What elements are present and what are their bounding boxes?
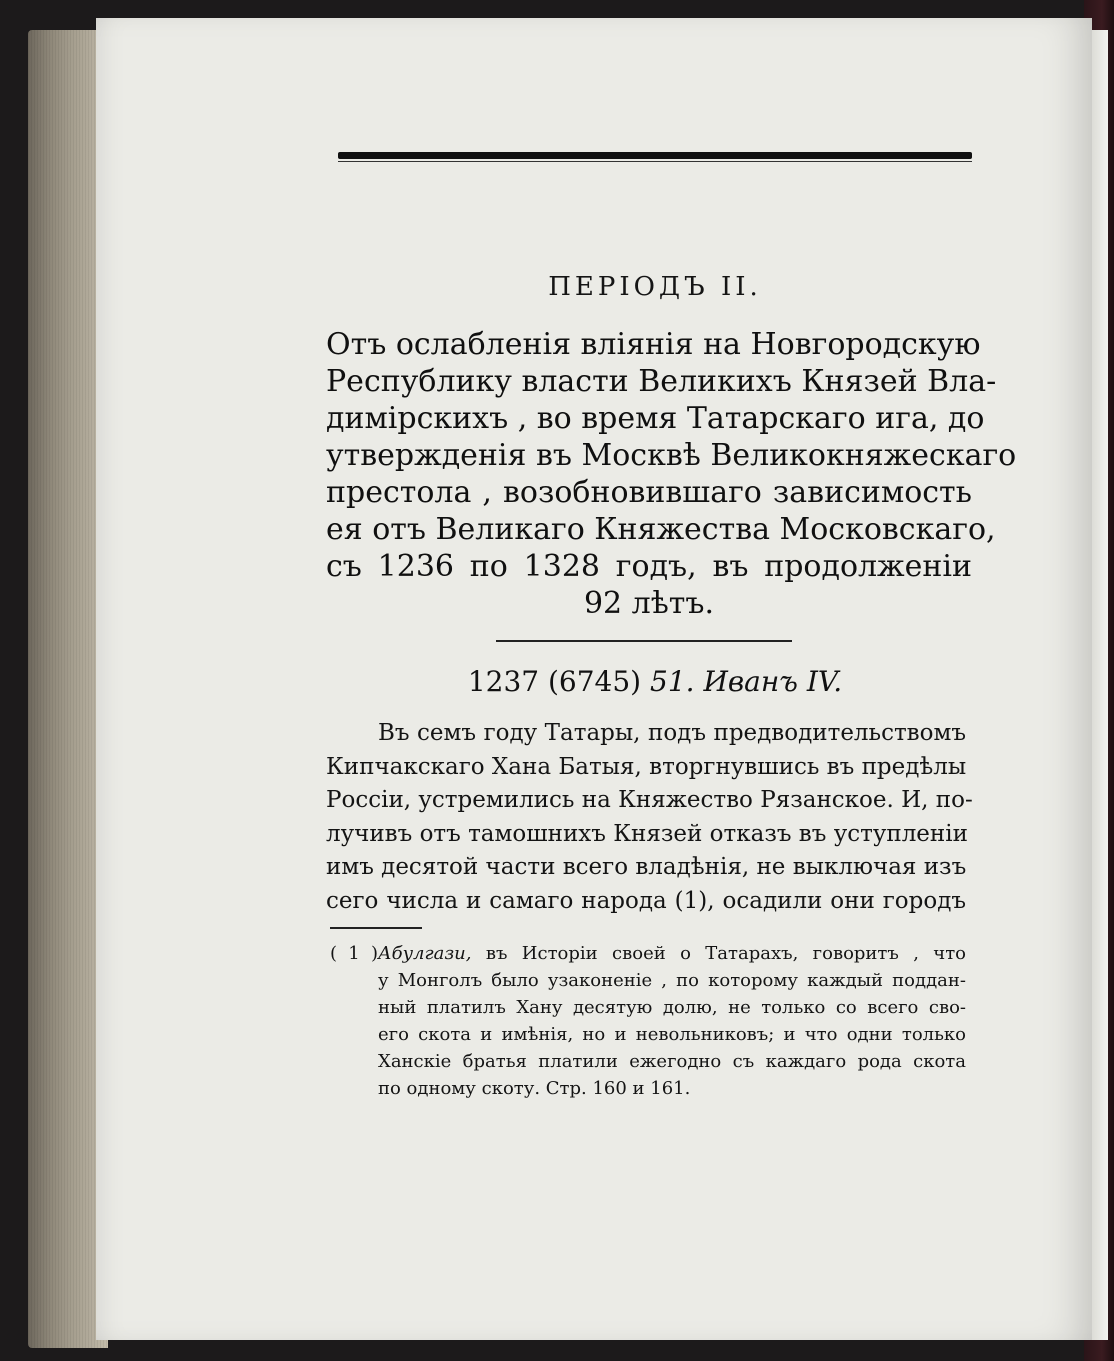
header-rule — [338, 152, 972, 159]
body-line: сего числа и самаго народа (1), осадили они городъ — [326, 887, 966, 914]
body-paragraph — [326, 717, 973, 918]
footnote-line: у Монголъ было узаконеніе , по которому каждый поддан- — [378, 970, 966, 991]
heading-line: съ 1236 по 1328 годъ, въ продолженіи — [326, 549, 972, 584]
period-title: ПЕРІОДЪ II. — [548, 272, 762, 302]
body-line: Россіи, устремились на Княжество Рязанское. И, по- — [326, 787, 973, 813]
heading-line: ея отъ Великаго Княжества Московскаго, — [326, 512, 996, 547]
heading-line: 92 лѣтъ. — [583, 586, 715, 621]
footnote-line: ный платилъ Хану десятую долю, не только со всего сво- — [378, 997, 966, 1018]
chapter-heading — [326, 326, 1017, 622]
footnote-marker: ( 1 ) — [330, 943, 378, 964]
footnote-line: Ханскіе братья платили ежегодно съ каждаго рода скота — [378, 1051, 966, 1072]
body-line: имъ десятой части всего владѣнія, не выключая изъ — [326, 854, 967, 880]
heading-line: Отъ ослабленія вліянія на Новгородскую — [326, 327, 981, 362]
heading-line: престола , возобновившаго зависимость — [326, 475, 972, 510]
footnote-line — [330, 940, 966, 967]
footnote-first-text: въ Исторіи своей о Татарахъ, говоритъ , что — [485, 943, 966, 964]
footnote-rule — [330, 927, 422, 929]
footnote-author: Абулгази, — [378, 943, 472, 964]
section-divider — [496, 640, 792, 642]
footnote-line: по одному скоту. Стр. 160 и 161. — [378, 1078, 691, 1099]
heading-line: димірскихъ , во время Татарскаго ига, до — [326, 401, 985, 436]
entry-year: 1237 (6745) — [467, 665, 642, 698]
heading-line: утвержденія въ Москвѣ Великокняжескаго — [326, 438, 1017, 473]
body-line: лучивъ отъ тамошнихъ Князей отказъ въ уступленіи — [326, 820, 968, 847]
body-line: Въ семъ году Татары, подъ предводительствомъ — [378, 720, 966, 746]
entry-ruler: 51. Иванъ IV. — [650, 665, 843, 698]
entry-title — [338, 665, 972, 698]
heading-line: Республику власти Великихъ Князей Вла- — [326, 364, 997, 399]
footnote-line: его скота и имѣнія, но и невольниковъ; и что одни только — [378, 1024, 966, 1045]
footnote — [330, 940, 966, 1102]
body-line: Кипчакскаго Хана Батыя, вторгнувшись въ предѣлы — [326, 753, 967, 780]
